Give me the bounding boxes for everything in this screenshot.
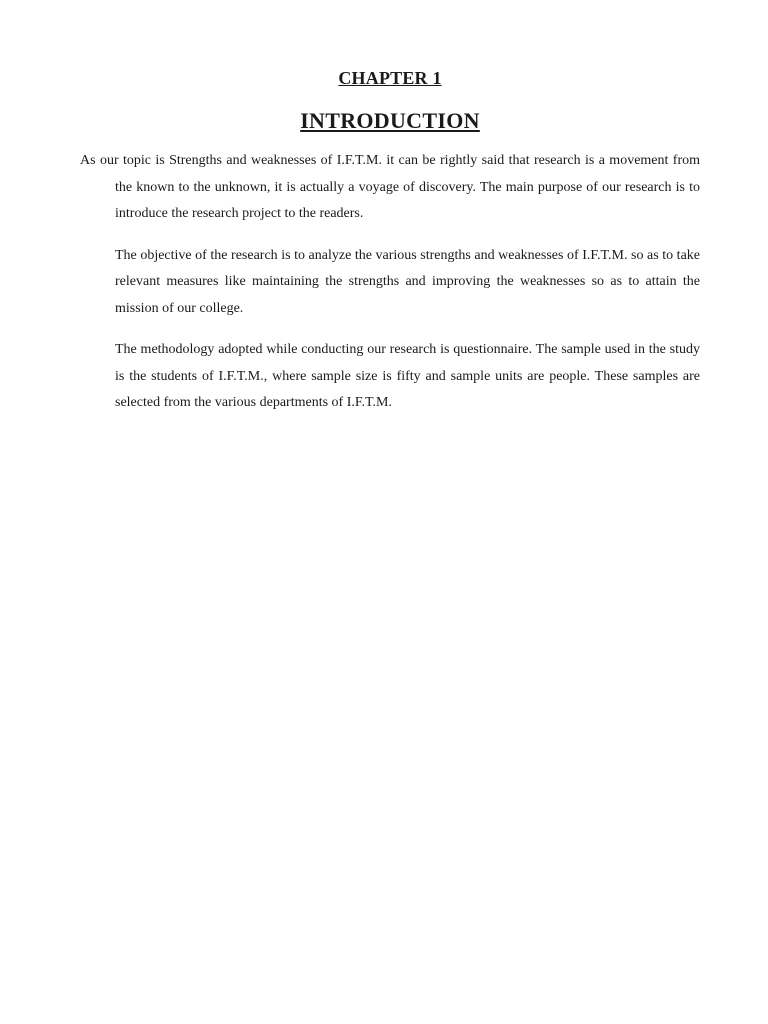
chapter-label: CHAPTER 1 (338, 68, 442, 88)
chapter-title: INTRODUCTION (300, 108, 480, 133)
paragraph-objective: The objective of the research is to analyze the various strengths and weaknesses of I.F.T.M. so as to take relevant measures like maintaining the strengths and improving the weaknesses so as to attain the mission of our college. (115, 247, 700, 316)
paragraph-methodology: The methodology adopted while conducting our research is questionnaire. The sample used in the study is the students of I.F.T.M., where sample size is fifty and sample units are people. These samples are selected from the various departments of I.F.T.M. (115, 342, 700, 410)
body-text (80, 148, 700, 432)
paragraph-intro: As our topic is Strengths and weaknesses of I.F.T.M. it can be rightly said that research is a movement from the known to the unknown, it is actually a voyage of discovery. The main purpose of our research is to introduce the research project to the readers. (80, 153, 700, 221)
